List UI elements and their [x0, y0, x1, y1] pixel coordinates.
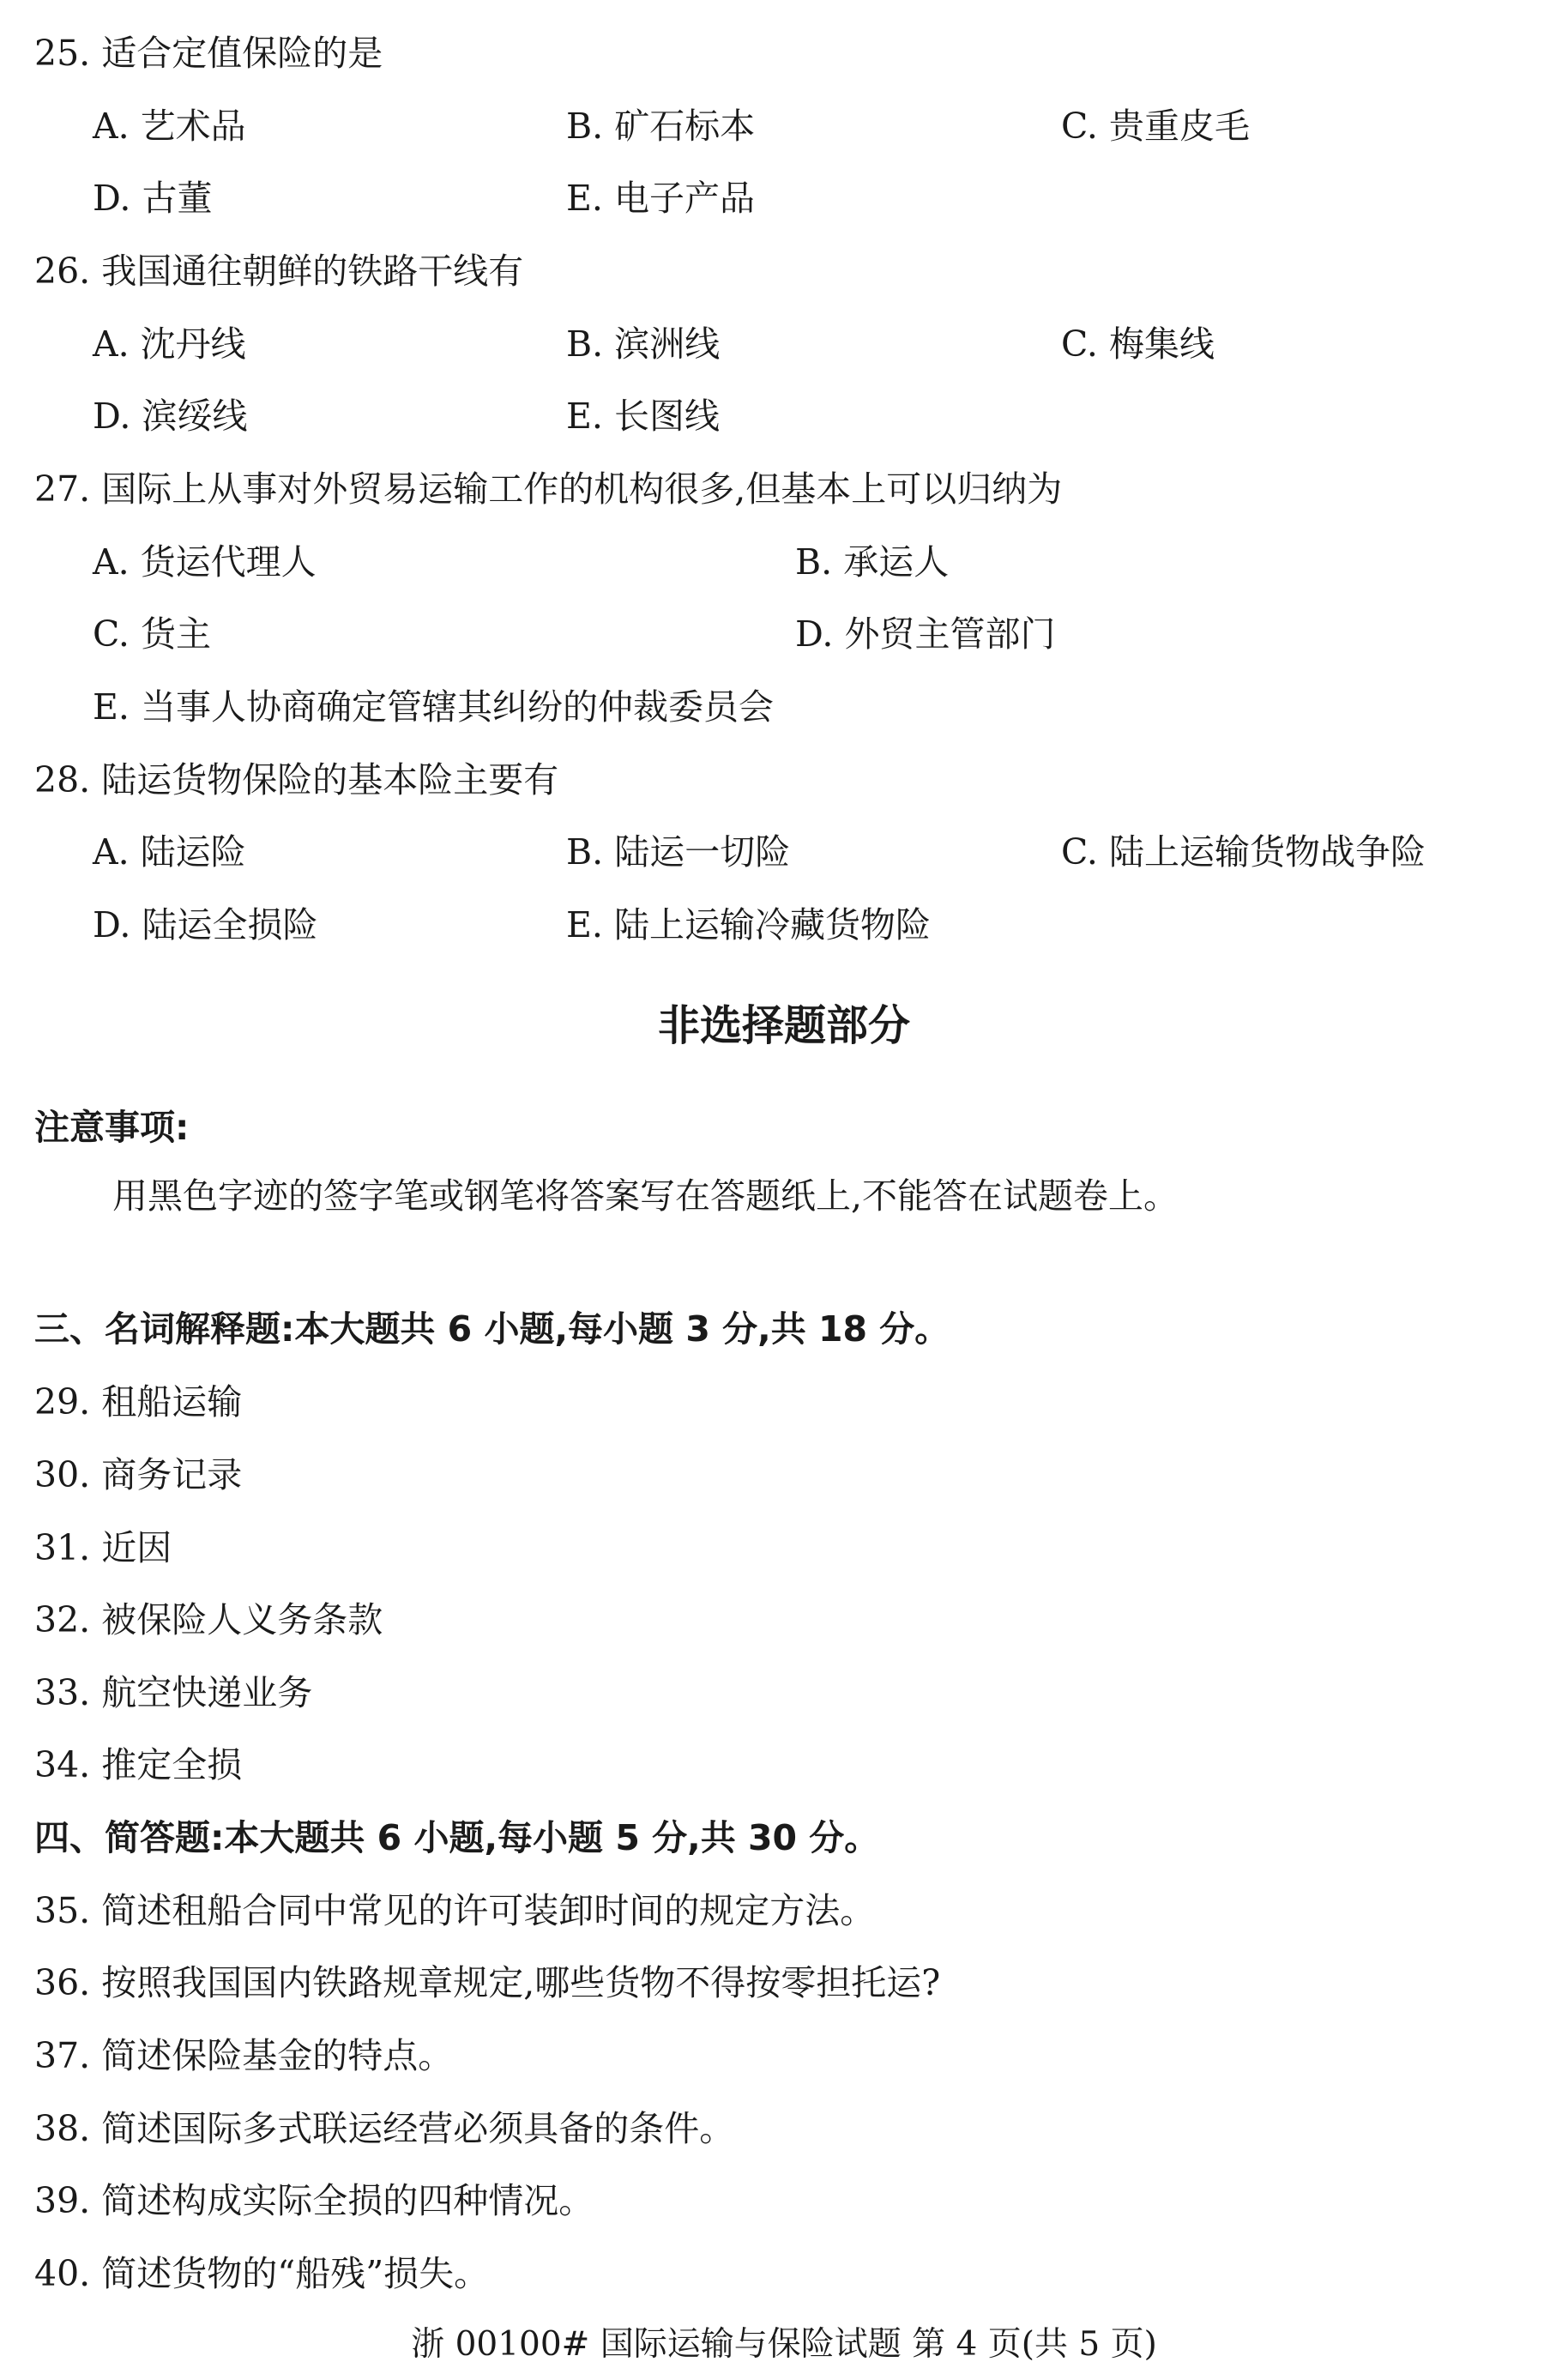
question-26-option-e: E. 长图线 — [566, 396, 720, 437]
section-3-heading: 三、名词解释题:本大题共 6 小题,每小题 3 分,共 18 分。 — [34, 1308, 950, 1350]
question-25-stem: 25. 适合定值保险的是 — [34, 33, 383, 74]
page-footer: 浙 00100# 国际运输与保险试题 第 4 页(共 5 页) — [411, 2325, 1157, 2364]
question-34: 34. 推定全损 — [34, 1744, 243, 1785]
question-30: 30. 商务记录 — [34, 1454, 243, 1495]
question-25-option-a: A. 艺术品 — [93, 106, 246, 147]
question-28-option-c: C. 陆上运输货物战争险 — [1061, 831, 1426, 873]
question-26-option-c: C. 梅集线 — [1061, 323, 1215, 365]
question-39: 39. 简述构成实际全损的四种情况。 — [34, 2180, 594, 2221]
question-31: 31. 近因 — [34, 1527, 172, 1568]
question-26-option-d: D. 滨绥线 — [93, 396, 248, 437]
question-26-stem: 26. 我国通往朝鲜的铁路干线有 — [34, 251, 524, 292]
question-37: 37. 简述保险基金的特点。 — [34, 2035, 454, 2076]
section-4-heading: 四、简答题:本大题共 6 小题,每小题 5 分,共 30 分。 — [34, 1817, 880, 1858]
question-35: 35. 简述租船合同中常见的许可装卸时间的规定方法。 — [34, 1890, 876, 1931]
question-28-option-d: D. 陆运全损险 — [93, 904, 318, 945]
question-25-option-d: D. 古董 — [93, 178, 213, 219]
question-40: 40. 简述货物的“船残”损失。 — [34, 2253, 490, 2294]
question-27-option-d: D. 外贸主管部门 — [795, 613, 1056, 655]
section-title: 非选择题部分 — [657, 1001, 910, 1050]
question-26-option-b: B. 滨洲线 — [566, 323, 721, 365]
question-28-option-b: B. 陆运一切险 — [566, 831, 791, 873]
question-33: 33. 航空快递业务 — [34, 1672, 313, 1713]
question-25-option-b: B. 矿石标本 — [566, 106, 756, 147]
question-28-option-a: A. 陆运险 — [93, 831, 246, 873]
question-25-option-c: C. 贵重皮毛 — [1061, 106, 1250, 147]
question-27-option-e: E. 当事人协商确定管辖其纠纷的仲裁委员会 — [93, 686, 774, 728]
question-28-option-e: E. 陆上运输冷藏货物险 — [566, 904, 931, 945]
question-38: 38. 简述国际多式联运经营必须具备的条件。 — [34, 2108, 735, 2149]
notice-label: 注意事项: — [34, 1107, 190, 1148]
question-29: 29. 租船运输 — [34, 1381, 243, 1423]
notice-text: 用黑色字迹的签字笔或钢笔将答案写在答题纸上,不能答在试题卷上。 — [112, 1175, 1179, 1217]
question-25-option-e: E. 电子产品 — [566, 178, 755, 219]
question-27-stem: 27. 国际上从事对外贸易运输工作的机构很多,但基本上可以归纳为 — [34, 468, 1063, 510]
question-27-option-b: B. 承运人 — [795, 541, 950, 583]
question-32: 32. 被保险人义务条款 — [34, 1599, 383, 1640]
question-26-option-a: A. 沈丹线 — [93, 323, 246, 365]
question-36: 36. 按照我国国内铁路规章规定,哪些货物不得按零担托运? — [34, 1962, 941, 2003]
question-27-option-c: C. 货主 — [93, 613, 211, 655]
question-28-stem: 28. 陆运货物保险的基本险主要有 — [34, 759, 559, 800]
question-27-option-a: A. 货运代理人 — [93, 541, 317, 583]
